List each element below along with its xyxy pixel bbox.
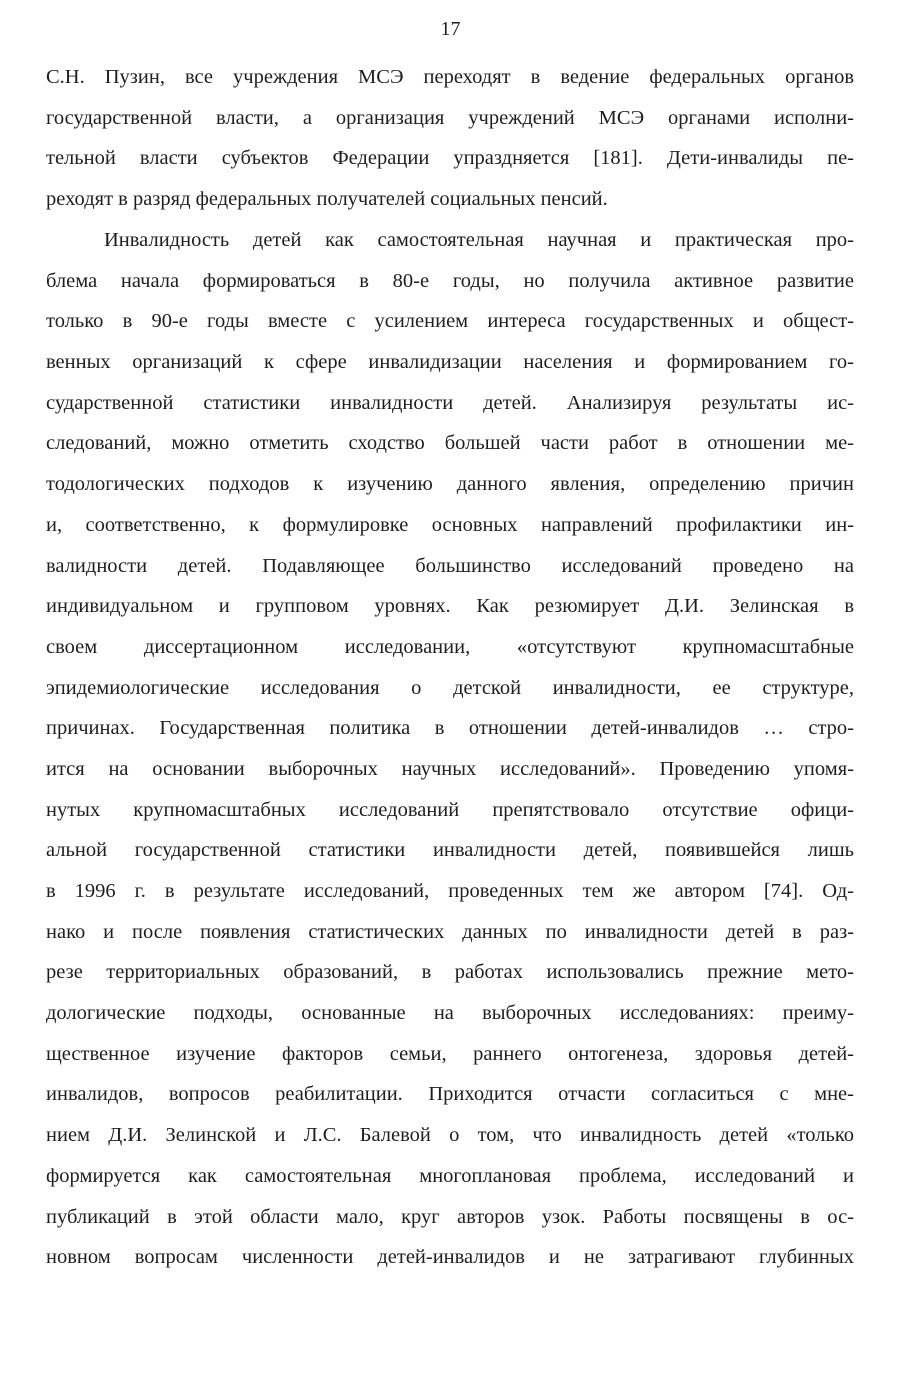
text-line: только в 90-е годы вместе с усилением интереса государственных и общест- — [46, 310, 854, 333]
text-line: ится на основании выборочных научных исследований». Проведению упомя- — [46, 757, 854, 780]
text-line: реходят в разряд федеральных получателей социальных пенсий. — [46, 188, 608, 211]
text-line: валидности детей. Подавляющее большинство исследований проведено на — [46, 554, 854, 577]
page-number: 17 — [440, 18, 461, 40]
text-line: венных организаций к сфере инвалидизации населения и формированием го- — [46, 351, 854, 374]
text-line: и, соответственно, к формулировке основных направлений профилактики ин- — [46, 513, 854, 536]
text-line: сударственной статистики инвалидности детей. Анализируя результаты ис- — [46, 391, 854, 414]
text-line: нако и после появления статистических данных по инвалидности детей в раз- — [46, 920, 854, 943]
text-line: тодологических подходов к изучению данного явления, определению причин — [46, 473, 854, 496]
text-line: нием Д.И. Зелинской и Л.С. Балевой о том, что инвалидность детей «только — [46, 1124, 854, 1147]
text-line: индивидуальном и групповом уровнях. Как резюмирует Д.И. Зелинская в — [46, 595, 854, 618]
text-line: щественное изучение факторов семьи, раннего онтогенеза, здоровья детей- — [46, 1042, 854, 1065]
text-line: блема начала формироваться в 80-е годы, но получила активное развитие — [46, 269, 854, 292]
text-line: инвалидов, вопросов реабилитации. Приходится отчасти согласиться с мне- — [46, 1083, 854, 1106]
paragraph-2 — [46, 220, 854, 1278]
text-line: в 1996 г. в результате исследований, проведенных тем же автором [74]. Од- — [46, 880, 854, 902]
text-line: эпидемиологические исследования о детской инвалидности, ее структуре, — [46, 676, 854, 699]
text-line: новном вопросам численности детей-инвалидов и не затрагивают глубинных — [46, 1246, 854, 1269]
text-line: дологические подходы, основанные на выборочных исследованиях: преиму- — [46, 1002, 854, 1025]
text-line: формируется как самостоятельная многоплановая проблема, исследований и — [46, 1164, 854, 1187]
text-line: причинах. Государственная политика в отношении детей-инвалидов … стро- — [46, 717, 854, 740]
text-line: Инвалидность детей как самостоятельная научная и практическая про- — [104, 229, 854, 251]
text-line: альной государственной статистики инвалидности детей, появившейся лишь — [46, 839, 854, 862]
text-line: публикаций в этой области мало, круг авторов узок. Работы посвящены в ос- — [46, 1205, 854, 1228]
text-line: резе территориальных образований, в работах использовались прежние мето- — [46, 961, 854, 984]
text-line: нутых крупномасштабных исследований препятствовало отсутствие офици- — [46, 798, 854, 821]
text-line: тельной власти субъектов Федерации упраздняется [181]. Дети-инвалиды пе- — [46, 147, 854, 170]
text-line: государственной власти, а организация учреждений МСЭ органами исполни- — [46, 106, 854, 129]
paragraph-1 — [46, 57, 854, 220]
text-line: своем диссертационном исследовании, «отсутствуют крупномасштабные — [46, 635, 854, 658]
text-line: С.Н. Пузин, все учреждения МСЭ переходят в ведение федеральных органов — [46, 66, 854, 88]
text-line: следований, можно отметить сходство большей части работ в отношении ме- — [46, 432, 854, 455]
